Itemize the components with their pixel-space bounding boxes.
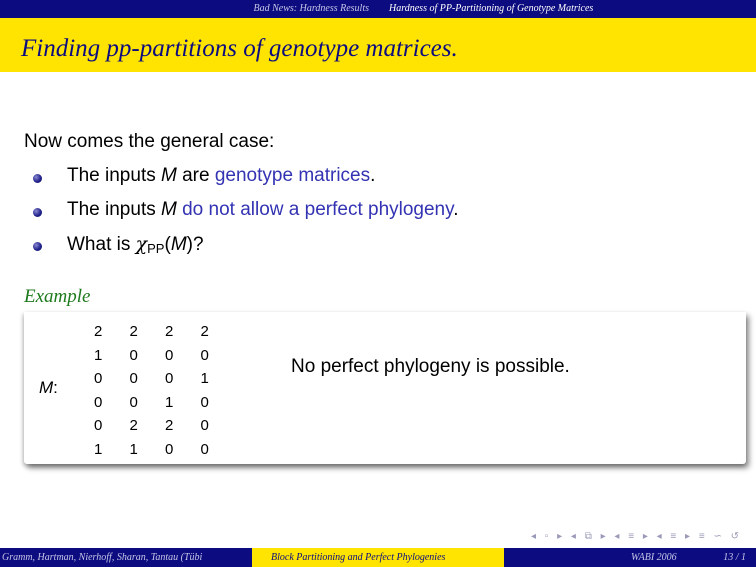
footer-authors-box bbox=[0, 548, 252, 567]
matrix-cell: 1 bbox=[200, 370, 209, 387]
matrix-cell: 0 bbox=[129, 393, 138, 411]
matrix-cell: 2 bbox=[200, 323, 209, 340]
header-section-link[interactable]: Bad News: Hardness Results bbox=[253, 3, 369, 14]
genotype-matrix bbox=[94, 320, 236, 461]
matrix-cell: 0 bbox=[165, 370, 174, 387]
matrix-cell: 1 bbox=[94, 440, 103, 458]
matrix-cell: 0 bbox=[165, 440, 174, 458]
frame-title: Finding pp-partitions of genotype matrices. bbox=[21, 35, 458, 62]
bullet-text: ( bbox=[164, 234, 171, 255]
bullet-list bbox=[33, 165, 459, 267]
bullet-text: The inputs bbox=[67, 199, 161, 220]
bullet-icon bbox=[33, 174, 42, 183]
matrix-row bbox=[94, 344, 236, 368]
footer bbox=[0, 548, 756, 567]
matrix-cell: 0 bbox=[94, 417, 103, 434]
matrix-cell: 0 bbox=[200, 440, 209, 458]
matrix-cell: 0 bbox=[94, 370, 103, 387]
bullet-item-chi-pp bbox=[33, 233, 459, 267]
beamer-navigation-icons[interactable]: ◂ ▫ ▸ ◂ ⧉ ▸ ◂ ≡ ▸ ◂ ≡ ▸ ≡ ∽ ↺ bbox=[530, 531, 742, 542]
matrix-variable: M bbox=[39, 378, 54, 397]
matrix-colon: : bbox=[53, 378, 58, 397]
matrix-label bbox=[39, 378, 58, 398]
footer-title: Block Partitioning and Perfect Phylogenies bbox=[271, 552, 446, 563]
bullet-text: )? bbox=[186, 234, 204, 255]
bullet-text: What is bbox=[67, 234, 136, 255]
footer-event: WABI 2006 bbox=[631, 552, 677, 563]
matrix-row bbox=[94, 438, 236, 462]
matrix-cell: 0 bbox=[165, 346, 174, 364]
bullet-text: are bbox=[176, 165, 215, 186]
bullet-icon bbox=[33, 208, 42, 217]
matrix-cell: 1 bbox=[129, 440, 138, 458]
header-subsection-link[interactable]: Hardness of PP-Partitioning of Genotype Matrices bbox=[389, 3, 594, 14]
math-variable: M bbox=[170, 234, 187, 255]
matrix-cell: 0 bbox=[94, 393, 103, 411]
highlight-text: do not allow a perfect phylogeny bbox=[182, 199, 454, 220]
bullet-item-genotype bbox=[33, 165, 459, 199]
intro-text: Now comes the general case: bbox=[24, 131, 275, 152]
matrix-cell: 2 bbox=[165, 323, 174, 340]
frame-title-bar bbox=[0, 18, 756, 72]
footer-info-box bbox=[504, 548, 756, 567]
bullet-text: . bbox=[370, 165, 376, 186]
matrix-cell: 0 bbox=[129, 370, 138, 387]
bullet-text: The inputs bbox=[67, 165, 161, 186]
example-note: No perfect phylogeny is possible. bbox=[291, 356, 570, 377]
chi-symbol: χ bbox=[135, 233, 148, 255]
matrix-row bbox=[94, 414, 236, 438]
matrix-cell: 1 bbox=[165, 393, 174, 411]
footer-title-box bbox=[252, 548, 504, 567]
matrix-cell: 0 bbox=[129, 346, 138, 364]
bullet-text: . bbox=[453, 199, 459, 220]
matrix-row bbox=[94, 320, 236, 344]
matrix-cell: 0 bbox=[200, 417, 209, 434]
matrix-row bbox=[94, 367, 236, 391]
matrix-cell: 2 bbox=[129, 417, 138, 434]
matrix-cell: 2 bbox=[129, 323, 138, 340]
matrix-cell: 0 bbox=[200, 346, 209, 364]
chi-subscript: PP bbox=[147, 241, 165, 256]
bullet-item-no-phylogeny bbox=[33, 199, 459, 233]
footer-page-number: 13 / 1 bbox=[723, 552, 746, 563]
math-variable: M bbox=[161, 165, 177, 186]
header-navigation bbox=[0, 0, 756, 18]
matrix-row bbox=[94, 391, 236, 415]
math-variable: M bbox=[161, 199, 177, 220]
example-title: Example bbox=[24, 286, 91, 307]
matrix-cell: 2 bbox=[165, 417, 174, 434]
highlight-text: genotype matrices bbox=[214, 165, 371, 186]
matrix-cell: 1 bbox=[94, 346, 103, 364]
matrix-cell: 2 bbox=[94, 323, 103, 340]
footer-authors: Gramm, Hartman, Nierhoff, Sharan, Tantau (Tübi bbox=[2, 552, 203, 563]
bullet-icon bbox=[33, 242, 42, 251]
matrix-cell: 0 bbox=[200, 393, 209, 411]
